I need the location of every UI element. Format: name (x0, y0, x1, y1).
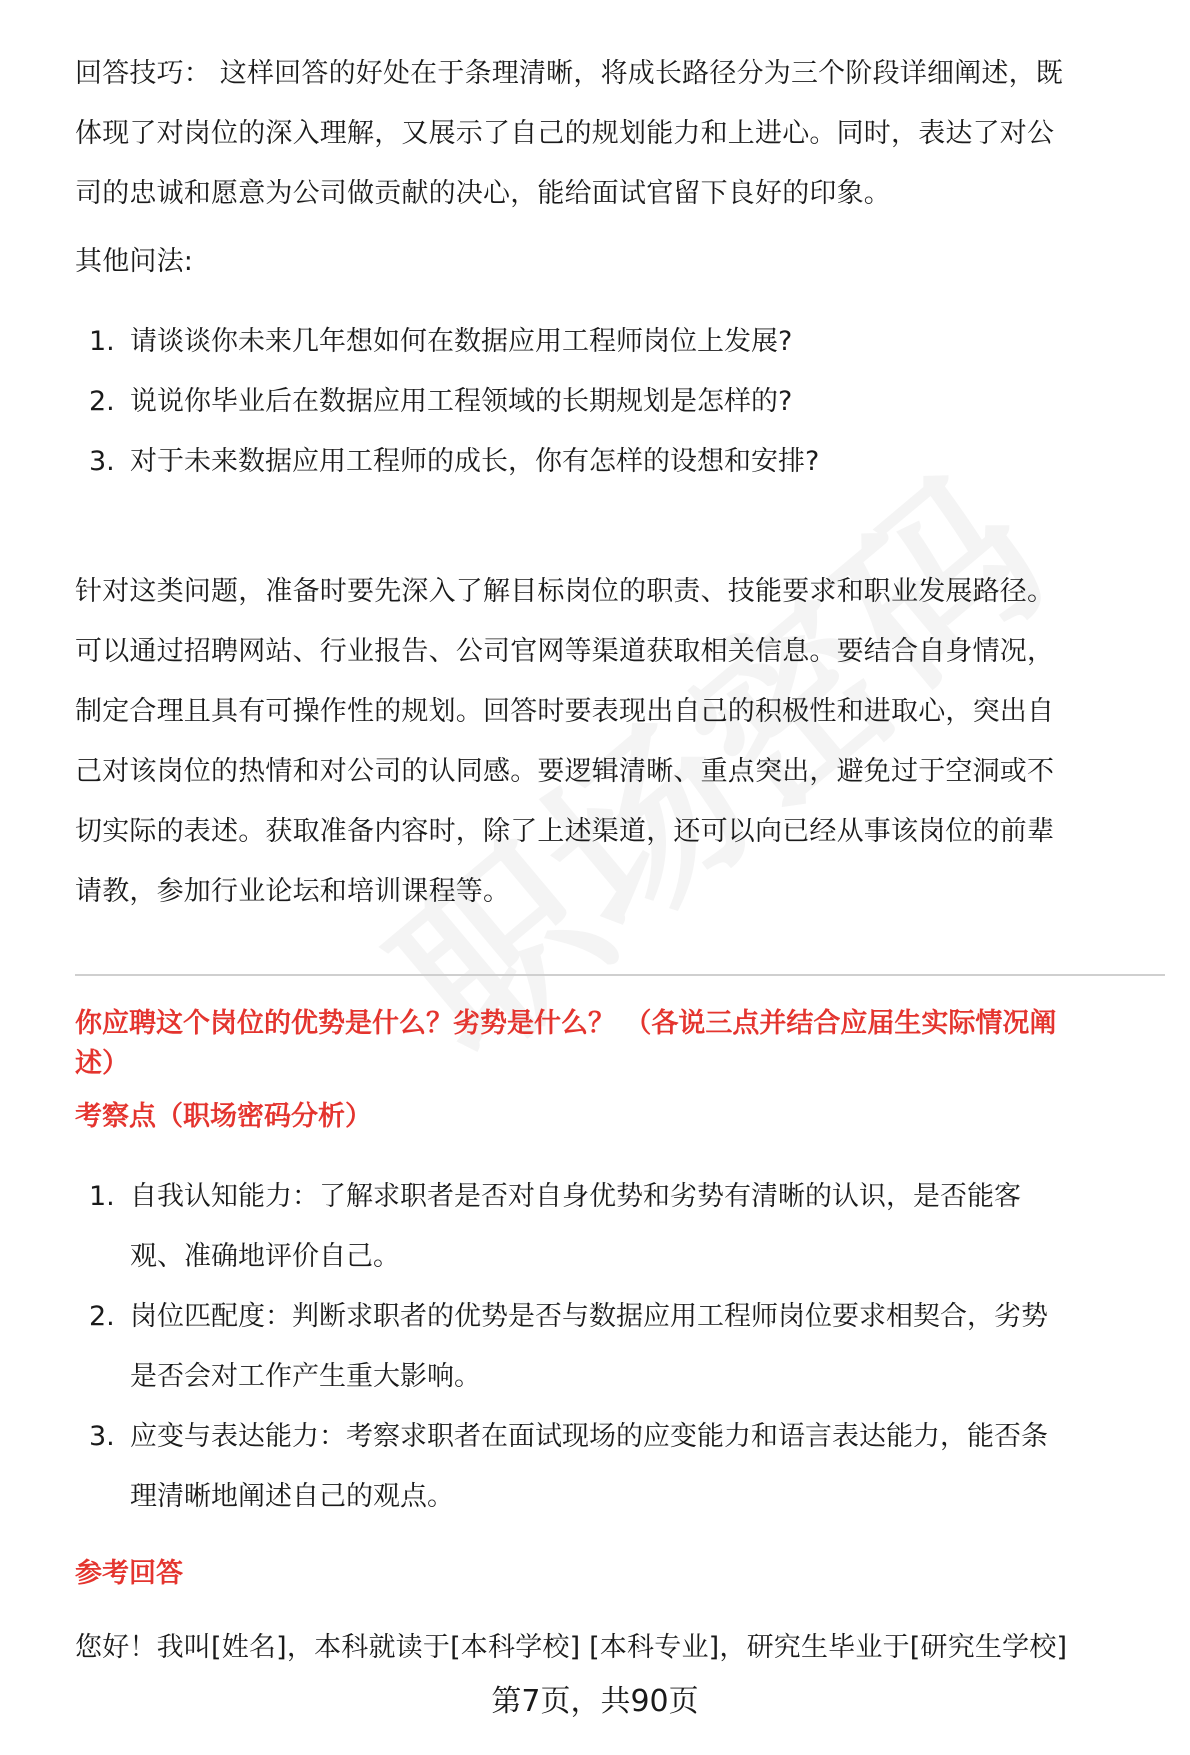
focus-points-heading: 考察点（职场密码分析） (75, 1101, 372, 1132)
focus-points-list (75, 1167, 1165, 1527)
list-item (75, 1407, 1165, 1527)
reference-answer-heading: 参考回答 (75, 1558, 183, 1589)
advice-line: 针对这类问题，准备时要先深入了解目标岗位的职责、技能要求和职业发展路径。 (75, 576, 1055, 607)
list-item (75, 432, 1165, 492)
list-text: 理清晰地阐述自己的观点。 (130, 1481, 454, 1512)
list-text: 对于未来数据应用工程师的成长，你有怎样的设想和安排? (130, 446, 820, 477)
other-questions-label: 其他问法: (75, 246, 194, 277)
list-text: 是否会对工作产生重大影响。 (130, 1361, 481, 1392)
advice-line: 制定合理且具有可操作性的规划。回答时要表现出自己的积极性和进取心，突出自 (75, 696, 1055, 727)
prep-advice-paragraph (75, 562, 1165, 922)
advice-line: 请教，参加行业论坛和培训课程等。 (75, 876, 511, 907)
list-text: 说说你毕业后在数据应用工程领域的长期规划是怎样的? (130, 386, 793, 417)
list-text: 请谈谈你未来几年想如何在数据应用工程师岗位上发展? (130, 326, 793, 357)
list-item (75, 372, 1165, 432)
advice-line: 己对该岗位的热情和对公司的认同感。要逻辑清晰、重点突出，避免过于空洞或不 (75, 756, 1055, 787)
list-number: 2. (89, 1301, 115, 1332)
list-number: 3. (89, 1421, 115, 1452)
intro-line: 体现了对岗位的深入理解，又展示了自己的规划能力和上进心。同时，表达了对公 (75, 118, 1055, 149)
list-item (75, 1167, 1165, 1287)
list-item (75, 1287, 1165, 1407)
answer-first-line: 您好！我叫[姓名]，本科就读于[本科学校] [本科专业]，研究生毕业于[研究生学校] (75, 1632, 1068, 1663)
list-number: 1. (89, 326, 115, 357)
list-text: 应变与表达能力：考察求职者在面试现场的应变能力和语言表达能力，能否条 (130, 1421, 1048, 1452)
intro-line: 回答技巧： 这样回答的好处在于条理清晰，将成长路径分为三个阶段详细阐述，既 (75, 58, 1063, 89)
section-divider (75, 974, 1165, 976)
list-number: 1. (89, 1181, 115, 1212)
list-text: 观、准确地评价自己。 (130, 1241, 400, 1272)
list-number: 3. (89, 446, 115, 477)
advice-line: 可以通过招聘网站、行业报告、公司官网等渠道获取相关信息。要结合自身情况， (75, 636, 1055, 667)
advice-line: 切实际的表述。获取准备内容时，除了上述渠道，还可以向已经从事该岗位的前辈 (75, 816, 1055, 847)
list-text: 岗位匹配度：判断求职者的优势是否与数据应用工程师岗位要求相契合，劣势 (130, 1301, 1048, 1332)
question-title: 你应聘这个岗位的优势是什么？劣势是什么？ （各说三点并结合应届生实际情况阐 述） (75, 1008, 1057, 1079)
intro-paragraph (75, 44, 1165, 224)
page-number-footer: 第7页，共90页 (491, 1684, 699, 1719)
list-item (75, 312, 1165, 372)
other-questions-list (75, 312, 1165, 492)
list-text: 自我认知能力：了解求职者是否对自身优势和劣势有清晰的认识，是否能客 (130, 1181, 1021, 1212)
list-number: 2. (89, 386, 115, 417)
intro-line: 司的忠诚和愿意为公司做贡献的决心，能给面试官留下良好的印象。 (75, 178, 891, 209)
